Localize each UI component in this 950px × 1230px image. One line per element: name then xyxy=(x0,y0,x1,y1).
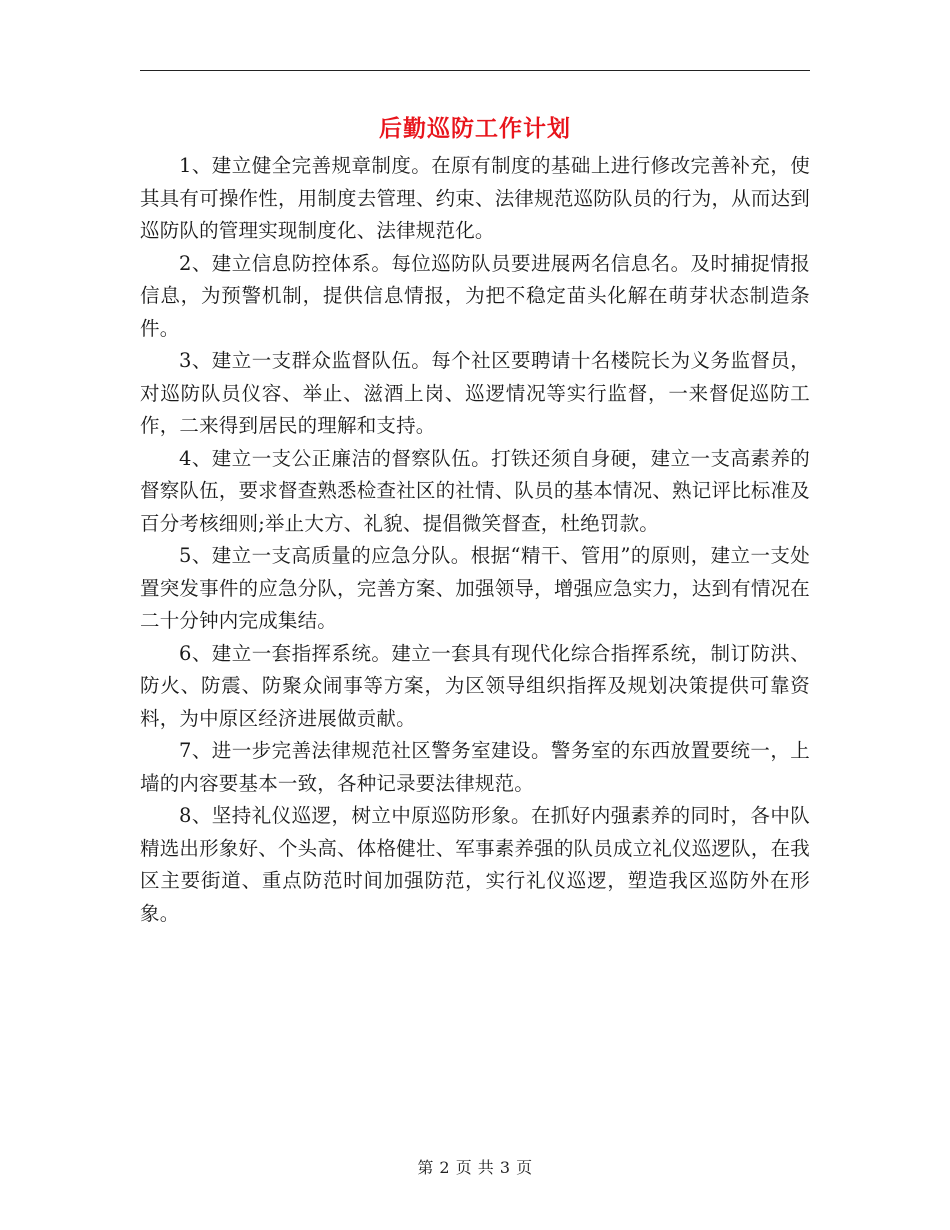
paragraph-2: 2、建立信息防控体系。每位巡防队员要进展两名信息名。及时捕捉情报信息，为预警机制，提供信息情报，为把不稳定苗头化解在萌芽状态制造条件。 xyxy=(140,251,810,340)
paragraph-4: 4、建立一支公正廉洁的督察队伍。打铁还须自身硬，建立一支高素养的督察队伍，要求督查熟悉检查社区的社情、队员的基本情况、熟记评比标准及百分考核细则;举止大方、礼貌、提倡微笑督查，杜绝罚款。 xyxy=(140,446,810,535)
header-rule xyxy=(140,70,810,71)
paragraph-3: 3、建立一支群众监督队伍。每个社区要聘请十名楼院长为义务监督员，对巡防队员仪容、举止、滋酒上岗、巡逻情况等实行监督，一来督促巡防工作，二来得到居民的理解和支持。 xyxy=(140,349,810,437)
document-body xyxy=(140,150,810,930)
paragraph-8: 8、坚持礼仪巡逻，树立中原巡防形象。在抓好内强素养的同时，各中队精选出形象好、个头高、体格健壮、军事素养强的队员成立礼仪巡逻队，在我区主要街道、重点防范时间加强防范，实行礼仪巡逻，塑造我区巡防外在形象。 xyxy=(140,804,810,925)
paragraph-7: 7、进一步完善法律规范社区警务室建设。警务室的东西放置要统一，上墙的内容要基本一致，各种记录要法律规范。 xyxy=(140,739,810,795)
document-title: 后勤巡防工作计划 xyxy=(379,115,571,142)
page-number-footer: 第 2 页 共 3 页 xyxy=(417,1158,533,1177)
paragraph-6: 6、建立一套指挥系统。建立一套具有现代化综合指挥系统，制订防洪、防火、防震、防聚众闹事等方案，为区领导组织指挥及规划决策提供可靠资料，为中原区经济进展做贡献。 xyxy=(140,641,810,730)
paragraph-1: 1、建立健全完善规章制度。在原有制度的基础上进行修改完善补充，使其具有可操作性，用制度去管理、约束、法律规范巡防队员的行为，从而达到巡防队的管理实现制度化、法律规范化。 xyxy=(140,154,810,242)
paragraph-5: 5、建立一支高质量的应急分队。根据“精干、管用”的原则，建立一支处置突发事件的应急分队，完善方案、加强领导，增强应急实力，达到有情况在二十分钟内完成集结。 xyxy=(140,544,810,632)
